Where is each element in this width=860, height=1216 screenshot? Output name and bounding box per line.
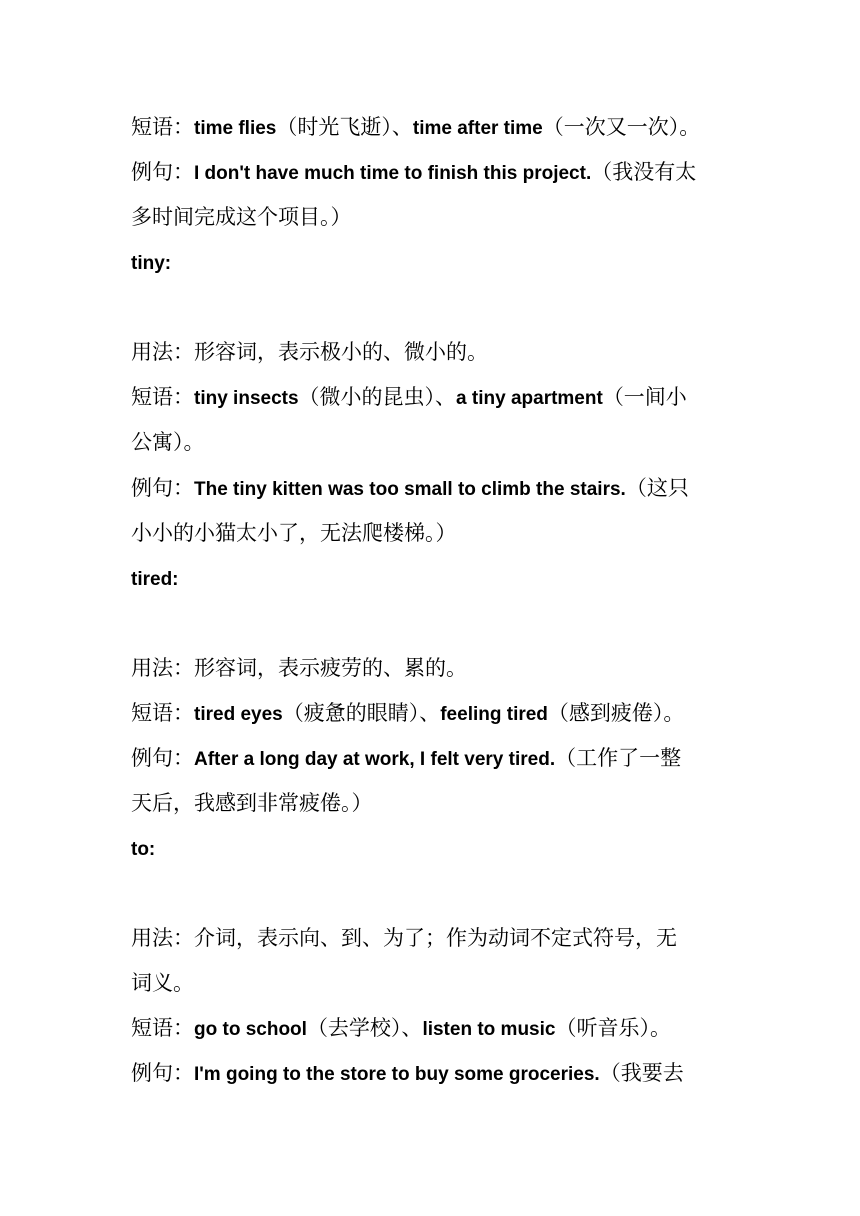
phrase-line-tired — [131, 700, 741, 728]
example-en: I'm going to the store to buy some groceries. — [194, 1064, 600, 1085]
example-continuation-time — [131, 204, 741, 230]
phrase-cn-2: （一间小 — [602, 385, 687, 409]
entry-word: to: — [131, 839, 156, 860]
usage-line-to — [131, 925, 741, 951]
example-cn-continued: 天后，我感到非常疲倦。） — [131, 791, 373, 815]
entry-heading-to — [131, 835, 741, 863]
example-cn-continued: 多时间完成这个项目。） — [131, 205, 352, 229]
entry-word: tiny: — [131, 253, 172, 274]
phrase-cn-continued: 公寓）。 — [131, 430, 205, 454]
example-en: After a long day at work, I felt very tired. — [194, 749, 556, 770]
example-line-to — [131, 1060, 741, 1088]
example-en: I don't have much time to finish this project. — [194, 163, 592, 184]
entry-heading-tired — [131, 565, 741, 593]
example-continuation-tiny — [131, 520, 741, 546]
phrase-en-2: a tiny apartment — [456, 388, 603, 409]
label-phrase: 短语： — [131, 701, 194, 725]
phrase-line-tiny — [131, 384, 741, 412]
phrase-en-1: time flies — [194, 118, 277, 139]
entry-word: tired: — [131, 569, 179, 590]
phrase-line-time — [131, 114, 741, 142]
phrase-cn-1: （去学校）、 — [306, 1016, 423, 1040]
phrase-cn-1: （疲惫的眼睛）、 — [282, 701, 441, 725]
usage-text-continued: 词义。 — [131, 971, 194, 995]
label-example: 例句： — [131, 160, 194, 184]
label-phrase: 短语： — [131, 385, 194, 409]
phrase-cn-2: （一次又一次）。 — [542, 115, 701, 139]
phrase-en-1: tiny insects — [194, 388, 299, 409]
usage-line-tiny — [131, 339, 741, 365]
phrase-cn-2: （感到疲倦）。 — [547, 701, 685, 725]
phrase-en-1: tired eyes — [194, 704, 283, 725]
label-phrase: 短语： — [131, 115, 194, 139]
usage-line-tired — [131, 655, 741, 681]
entry-heading-tiny — [131, 249, 741, 277]
phrase-en-2: feeling tired — [440, 704, 548, 725]
example-cn: （我要去 — [599, 1061, 684, 1085]
example-cn: （工作了一整 — [555, 746, 682, 770]
phrase-en-1: go to school — [194, 1019, 307, 1040]
phrase-cn-1: （微小的昆虫）、 — [298, 385, 457, 409]
usage-text: 用法：介词，表示向、到、为了；作为动词不定式符号，无 — [131, 926, 677, 950]
phrase-continuation-tiny — [131, 429, 741, 455]
example-continuation-tired — [131, 790, 741, 816]
usage-continuation-to — [131, 970, 741, 996]
usage-text: 用法：形容词，表示疲劳的、累的。 — [131, 656, 467, 680]
phrase-en-2: time after time — [412, 118, 543, 139]
example-line-tiny — [131, 475, 741, 503]
label-example: 例句： — [131, 476, 194, 500]
example-line-tired — [131, 745, 741, 773]
label-example: 例句： — [131, 1061, 194, 1085]
example-cn: （这只 — [625, 476, 689, 500]
example-cn-continued: 小小的小猫太小了，无法爬楼梯。） — [131, 521, 457, 545]
label-example: 例句： — [131, 746, 194, 770]
example-line-time — [131, 159, 741, 187]
phrase-en-2: listen to music — [422, 1019, 556, 1040]
phrase-line-to — [131, 1015, 741, 1043]
phrase-cn-1: （时光飞逝）、 — [276, 115, 413, 139]
usage-text: 用法：形容词，表示极小的、微小的。 — [131, 340, 488, 364]
example-en: The tiny kitten was too small to climb the stairs. — [194, 479, 626, 500]
example-cn: （我没有太 — [591, 160, 697, 184]
phrase-cn-2: （听音乐）。 — [555, 1016, 671, 1040]
label-phrase: 短语： — [131, 1016, 194, 1040]
